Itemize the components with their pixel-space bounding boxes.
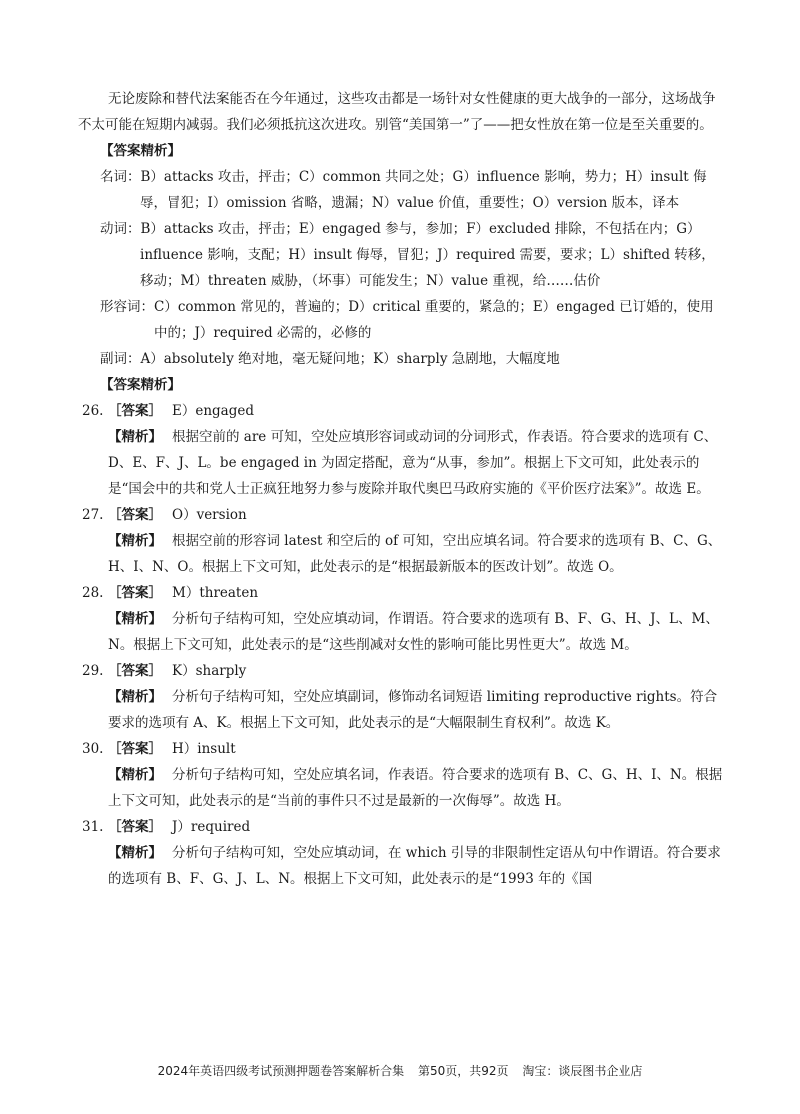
vocab-text: B）attacks 攻击，抨击；C）common 共同之处；G）influence 影响，势力；H）insult 侮辱，冒犯；I）omission 省略，遗漏；N）value 价值，重要性；O）version 版本，译本 (140, 169, 707, 211)
question-head (82, 814, 724, 840)
question-head (82, 502, 724, 528)
question-28 (82, 580, 724, 658)
vocab-label: 动词： (100, 221, 141, 237)
answer-value: O）version (172, 507, 247, 523)
analysis-tag: 【精析】 (108, 767, 162, 783)
answer-tag: ［答案］ (108, 585, 162, 601)
vocab-label: 副词： (100, 351, 141, 367)
vocab-adverbs (100, 346, 724, 372)
vocab-heading: 【答案精析】 (100, 143, 181, 159)
question-head (82, 658, 724, 684)
analysis (108, 684, 724, 736)
analysis (108, 840, 724, 892)
analysis-text: 分析句子结构可知，空处应填名词，作表语。符合要求的选项有 B、C、G、H、I、N。根据上下文可知，此处表示的是“当前的事件只不过是最新的一次侮辱”。故选 H。 (108, 767, 723, 809)
document-content (78, 86, 724, 892)
vocab-text: C）common 常见的，普遍的；D）critical 重要的，紧急的；E）engaged 已订婚的，使用中的；J）required 必需的，必修的 (154, 299, 714, 341)
question-number: 28. (82, 585, 104, 601)
analysis-tag: 【精析】 (108, 845, 162, 861)
question-number: 29. (82, 663, 104, 679)
analysis (108, 424, 724, 502)
analysis-text: 根据空前的 are 可知，空处应填形容词或动词的分词形式，作表语。符合要求的选项有 C、D、E、F、J、L。be engaged in 为固定搭配，意为“从事，参加”。根据上下文可知，此处表示的是“国会中的共和党人士正疯狂地努力参与废除并取代奥巴马政府实施的《平价医疗法案》”。故选 E。 (108, 429, 718, 497)
intro-paragraph: 无论废除和替代法案能否在今年通过，这些攻击都是一场针对女性健康的更大战争的一部分，这场战争不太可能在短期内减弱。我们必须抵抗这次进攻。别管“美国第一”了——把女性放在第一位是至关重要的。 (78, 91, 716, 133)
footer-shop: 淘宝：谈辰图书企业店 (522, 1064, 643, 1078)
page-footer (0, 1062, 800, 1079)
footer-title: 2024年英语四级考试预测押题卷答案解析合集 (157, 1064, 405, 1078)
question-number: 27. (82, 507, 104, 523)
answer-value: M）threaten (172, 585, 259, 601)
answer-tag: ［答案］ (108, 507, 162, 523)
footer-page-number: 第50页，共92页 (417, 1064, 509, 1078)
answer-tag: ［答案］ (108, 403, 162, 419)
analysis (108, 528, 724, 580)
question-26 (82, 398, 724, 502)
question-head (82, 580, 724, 606)
analysis (108, 606, 724, 658)
analysis-tag: 【精析】 (108, 689, 162, 705)
analysis-text: 分析句子结构可知，空处应填动词，作谓语。符合要求的选项有 B、F、G、H、J、L、M、N。根据上下文可知，此处表示的是“这些削减对女性的影响可能比男性更大”。故选 M。 (108, 611, 719, 653)
question-number: 31. (82, 819, 104, 835)
answer-tag: ［答案］ (108, 741, 162, 757)
analysis (108, 762, 724, 814)
question-30 (82, 736, 724, 814)
question-head (82, 736, 724, 762)
question-29 (82, 658, 724, 736)
question-number: 30. (82, 741, 104, 757)
analysis-text: 分析句子结构可知，空处应填副词，修饰动名词短语 limiting reproductive rights。符合要求的选项有 A、K。根据上下文可知，此处表示的是“大幅限制生育权利”。故选 K。 (108, 689, 718, 731)
answer-value: H）insult (172, 741, 236, 757)
answer-value: E）engaged (172, 403, 255, 419)
analysis-tag: 【精析】 (108, 429, 162, 445)
analysis-tag: 【精析】 (108, 533, 162, 549)
vocab-text: B）attacks 攻击，抨击；E）engaged 参与，参加；F）excluded 排除，不包括在内；G）influence 影响，支配；H）insult 侮辱，冒犯；J）required 需要，要求；L）shifted 转移，移动；M）threaten 威胁，（坏事）可能发生；N）value 重视，给……估价 (140, 221, 715, 289)
question-head (82, 398, 724, 424)
question-31 (82, 814, 724, 892)
answers-heading: 【答案精析】 (100, 377, 181, 393)
vocab-label: 形容词： (100, 299, 154, 315)
vocab-label: 名词： (100, 169, 141, 185)
vocab-verbs (100, 216, 724, 294)
analysis-text: 分析句子结构可知，空处应填动词，在 which 引导的非限制性定语从句中作谓语。符合要求的选项有 B、F、G、J、L、N。根据上下文可知，此处表示的是“1993 年的《国 (108, 845, 721, 887)
answer-value: K）sharply (172, 663, 247, 679)
vocab-text: A）absolutely 绝对地，毫无疑问地；K）sharply 急剧地，大幅度地 (140, 351, 560, 367)
question-number: 26. (82, 403, 104, 419)
answer-value: J）required (172, 819, 251, 835)
vocab-nouns (100, 164, 724, 216)
answer-tag: ［答案］ (108, 663, 162, 679)
analysis-text: 根据空前的形容词 latest 和空后的 of 可知，空出应填名词。符合要求的选项有 B、C、G、H、I、N、O。根据上下文可知，此处表示的是“根据最新版本的医改计划”。故选 O。 (108, 533, 722, 575)
question-27 (82, 502, 724, 580)
answer-tag: ［答案］ (108, 819, 162, 835)
vocab-adjectives (100, 294, 724, 346)
analysis-tag: 【精析】 (108, 611, 162, 627)
